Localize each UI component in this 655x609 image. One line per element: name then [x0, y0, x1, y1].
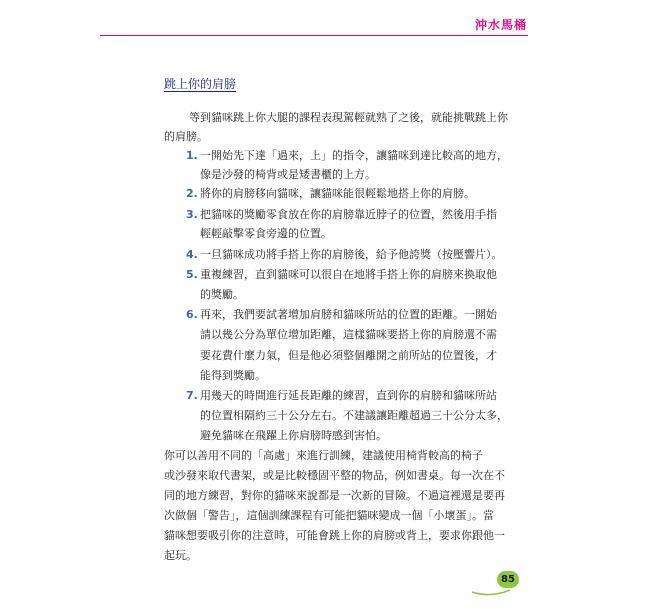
step-line: 請以幾公分為單位增加距離，這樣貓咪要搭上你的肩膀還不需 — [200, 328, 497, 341]
step-line: 像是沙發的椅背或是矮書櫃的上方。 — [200, 168, 376, 181]
step-line: 再來，我們要試著增加肩膀和貓咪所站的位置的距離。一開始 — [200, 308, 497, 321]
page-number: 85 — [497, 571, 519, 588]
step-number: 7. — [186, 389, 198, 402]
closing-line: 同的地方練習，對你的貓咪來說都是一次新的冒險。不過這裡還是要再 — [164, 489, 505, 502]
step-line: 的獎勵。 — [200, 288, 244, 301]
header-rule — [100, 35, 528, 36]
step-number: 1. — [186, 149, 198, 162]
step-line: 把貓咪的獎勵零食放在你的肩膀靠近脖子的位置，然後用手指 — [200, 208, 497, 221]
step-number: 4. — [186, 248, 198, 261]
step-line: 用幾天的時間進行延長距離的練習，直到你的肩膀和貓咪所站 — [200, 389, 497, 402]
closing-line: 你可以善用不同的「高處」來進行訓練，建議使用椅背較高的椅子 — [164, 449, 483, 462]
step-number: 5. — [186, 268, 198, 281]
step-line: 一旦貓咪成功將手搭上你的肩膀後，給予他誇獎（按壓響片）。 — [200, 248, 503, 261]
step-line: 避免貓咪在飛躍上你肩膀時感到害怕。 — [200, 429, 387, 442]
step-line: 輕輕敲擊零食旁邊的位置。 — [200, 227, 332, 240]
closing-line: 或沙發來取代書架，或是比較穩固平整的物品，例如書桌。每一次在不 — [164, 469, 505, 482]
step-line: 能得到獎勵。 — [200, 369, 266, 382]
step-line: 要花費什麼力氣，但是他必須整個離開之前所站的位置後，才 — [200, 349, 497, 362]
step-line: 重複練習，直到貓咪可以很自在地將手搭上你的肩膀來換取他 — [200, 268, 497, 281]
intro-line: 的肩膀。 — [164, 130, 208, 143]
step-number: 6. — [186, 308, 198, 321]
step-number: 2. — [186, 187, 198, 200]
intro-line: 等到貓咪跳上你大腿的課程表現駕輕就熟了之後，就能挑戰跳上你 — [189, 111, 508, 124]
closing-line: 貓咪想要吸引你的注意時，可能會跳上你的肩膀或背上，要求你跟他一 — [164, 529, 505, 542]
chapter-header-title: 沖水馬桶 — [474, 18, 527, 32]
step-number: 3. — [186, 208, 198, 221]
step-line: 將你的肩膀移向貓咪，讓貓咪能很輕鬆地搭上你的肩膀。 — [200, 187, 475, 200]
closing-line: 次做個「警告」，這個訓練課程有可能把貓咪變成一個「小壞蛋」。當 — [164, 509, 494, 522]
step-line: 一開始先下達「過來，上」的指令，讓貓咪到達比較高的地方， — [200, 149, 508, 162]
step-line: 的位置相隔約三十公分左右。不建議讓距離超過三十公分太多， — [200, 409, 508, 422]
closing-line: 起玩。 — [164, 549, 197, 562]
section-title: 跳上你的肩膀 — [164, 77, 237, 91]
